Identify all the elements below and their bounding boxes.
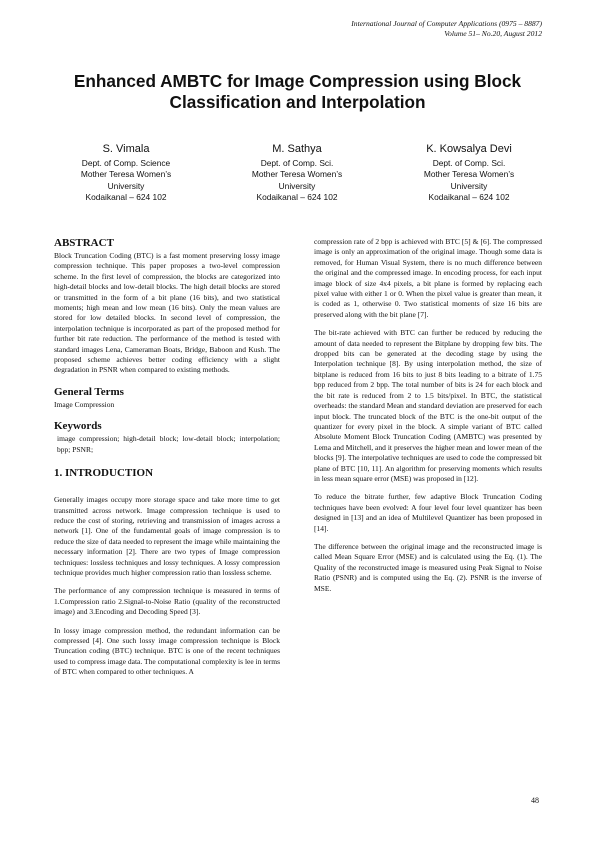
body-paragraph-3: To reduce the bitrate further, few adaptive Block Truncation Coding techniques have been evolved: A four level four level quantizer has been designed in [13] and an idea of Multilevel Quantizer has been proposed in [14]. (314, 492, 542, 533)
author-address: Kodaikanal – 624 102 (85, 192, 167, 203)
author-institution: Mother Teresa Women’s University (423, 169, 515, 191)
author-name: K. Kowsalya Devi (426, 143, 512, 155)
intro-paragraph-3: In lossy image compression method, the redundant information can be compressed [4]. One such lossy image compression technique is Block Truncation coding (BTC) technique. BTC is one of the recent techniques used to compress image data. The computational complexity is lee in terms of BTC when compared to other techniques. A (54, 625, 280, 677)
author-dept: Dept. of Comp. Science (81, 158, 171, 168)
keywords-heading: Keywords (54, 420, 102, 433)
author-address: Kodaikanal – 624 102 (428, 192, 510, 203)
abstract-text: Block Truncation Coding (BTC) is a fast moment preserving lossy image compression technique. This paper proposes a two-level compression scheme. In the first level of compression, the blocks are categorized into high-detail blocks and low-detail blocks. The high detail blocks are stored or transmitted in the form of a bit plane (16 bits), and two statistical moments; high mean and low mean (16 bits). Only the mean values are stored for low detailed blocks. In second level of compression, the interpolation technique is incorporated as part of the proposed method for further bit rate reduction. The performance of the method is tested with standard images Lena, Cameraman Boats, Bridge, Baboon and Kush. The proposed scheme achieves better coding efficiency with a slight degradation in PSNR when compared to existing methods. (54, 251, 280, 375)
journal-volume: Volume 51– No.20, August 2012 (444, 29, 542, 38)
right-column (314, 237, 542, 594)
journal-name: International Journal of Computer Applications (0975 – 8887) (351, 19, 542, 28)
author-dept: Dept. of Comp. Sci. (432, 158, 506, 168)
general-terms-heading: General Terms (54, 385, 124, 398)
abstract-heading: ABSTRACT (54, 237, 114, 249)
introduction-heading: 1. INTRODUCTION (54, 467, 154, 480)
author-name: S. Vimala (102, 143, 150, 155)
intro-paragraph-2: The performance of any compression technique is measured in terms of 1.Compression ratio 2.Signal-to-Noise Ratio (quality of the reconstructed image) and 3.Encoding and Decoding Speed [3]. (54, 586, 280, 617)
journal-header (351, 19, 542, 39)
general-terms-text: Image Compression (54, 399, 115, 409)
body-paragraph-2: The bit-rate achieved with BTC can further be reduced by reducing the amount of data needed to represent the Bitplane by dropping few bits. The dropped bits can be generated at the decoding stage by using the Interpolation technique [8]. By using interpolation method, the size of bitplane is reduced from 16 bits to just 8 bits leading to a bitrate of 1.75 bpp reduced from 2 bpp. The total number of bits is 24 for each block and the bit rate is reduced from 2 to 1.5 bits/pixel. In BTC, the statistical overheads: the standard Mean and standard deviation are preserved for each input block. The truncated block of the BTC is the one-bit output of the quantizer for every pixel in the block. A simple variant of BTC called Absolute Moment Block Truncation Coding (AMBTC) was presented by Lema and Mitchell, and it preserves the higher mean and lower mean of the blocks [9]. The interpolative techniques are used to code the compressed bit plane of BTC [10, 11]. An algorithm for preserving moments which results in less mean square error (MSE) was proposed in [12]. (314, 328, 542, 483)
author-2 (211, 142, 383, 204)
body-paragraph-4: The difference between the original image and the reconstructed image is called Mean Square Error (MSE) and is calculated using the Eq. (1). The Quality of the reconstructed image is measured using Peak Signal to Noise Ratio (PSNR) and is computed using the Eq. (2). PSNR is the inverse of MSE. (314, 541, 542, 593)
keywords-text: image compression; high-detail block; low-detail block; interpolation; bpp; PSNR; (57, 434, 280, 454)
paper-title: Enhanced AMBTC for Image Compression using Block Classification and Interpolation (73, 71, 522, 112)
page-number: 48 (531, 796, 539, 805)
author-3 (383, 142, 555, 204)
author-1 (40, 142, 212, 204)
body-paragraph-1: compression rate of 2 bpp is achieved with BTC [5] & [6]. The compressed image is only an approximation of the original image. Though some data is removed, for Human Visual System, there is no much difference between the original and the compressed image. In encoding process, for each input image block of size 4x4 pixels, a bit plane is formed by replacing each pixel value with either 1 or 0. When the pixel value is greater than mean, it is coded as 1, otherwise 0. Two statistical moments of size 16 bits are preserved along with the bit plane [7]. (314, 237, 542, 319)
author-institution: Mother Teresa Women’s University (251, 169, 343, 191)
author-name: M. Sathya (272, 143, 322, 155)
author-dept: Dept. of Comp. Sci. (260, 158, 334, 168)
left-column (54, 237, 280, 678)
author-address: Kodaikanal – 624 102 (256, 192, 338, 203)
author-institution: Mother Teresa Women’s University (80, 169, 172, 191)
intro-paragraph-1: Generally images occupy more storage space and take more time to get transmitted across network. Image compression technique is used to reduce the cost of storing, retrieving and transmission of images across a network [1]. One of the fundamental goals of image compression is to reduce the size of data needed to represent the image while maintaining the necessary information [2]. There are two types of Image compression techniques: lossless techniques and lossy techniques. A lossy compression technique provides much higher compression ratio than lossless scheme. (54, 495, 280, 577)
